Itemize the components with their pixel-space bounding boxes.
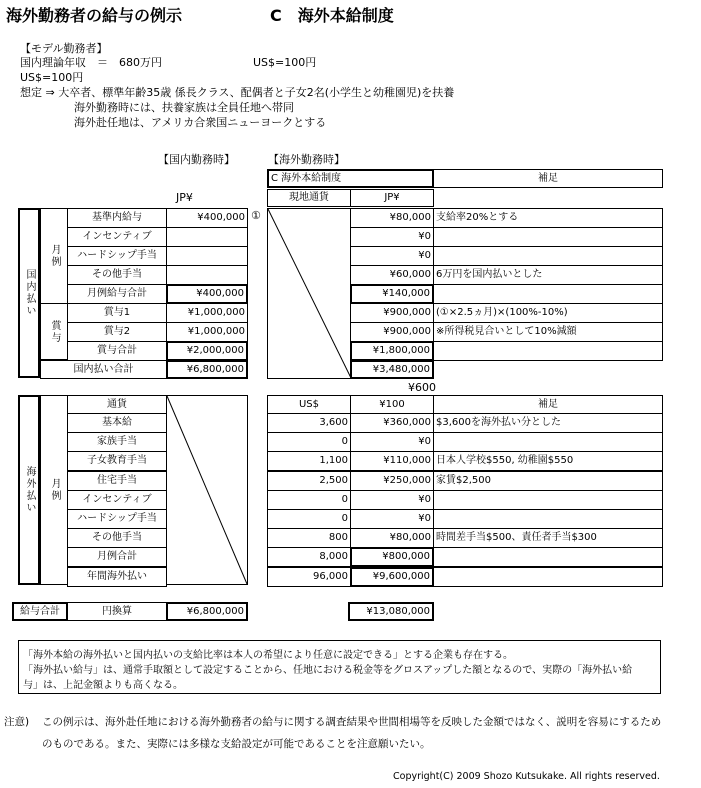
circle-marker: ① xyxy=(251,209,261,222)
overseas-row-note xyxy=(433,509,663,529)
model-rate-2: US$=100円 xyxy=(20,71,84,84)
model-heading: 【モデル勤務者】 xyxy=(20,42,108,55)
domestic-row-value: ¥400,000 xyxy=(166,284,248,304)
domestic-row-jpy: ¥80,000 xyxy=(350,208,434,228)
grand-total-domestic: ¥6,800,000 xyxy=(166,602,248,621)
overseas-row-jpy: ¥80,000 xyxy=(350,528,434,548)
overseas-side-label: 海外払い xyxy=(18,395,40,585)
overseas-row-usd: 0 xyxy=(267,432,351,452)
overseas-row-jpy: ¥250,000 xyxy=(350,471,434,491)
overseas-row-label: 年間海外払い xyxy=(67,567,167,587)
copyright: Copyright(C) 2009 Shozo Kutsukake. All rights reserved. xyxy=(393,771,660,782)
model-assume-2: 海外勤務時には、扶養家族は全員任地へ帯同 xyxy=(74,101,294,114)
overseas-usd-header: US$ xyxy=(267,395,351,414)
bonus-row-value: ¥1,000,000 xyxy=(166,303,248,323)
overseas-row-jpy: ¥0 xyxy=(350,432,434,452)
grand-total-overseas: ¥13,080,000 xyxy=(348,602,434,621)
overseas-row-label: その他手当 xyxy=(67,528,167,548)
overseas-monthly-label: 月例 xyxy=(40,395,68,585)
overseas-row-usd: 96,000 xyxy=(267,567,351,587)
info-box xyxy=(18,640,661,694)
domestic-total-value: ¥6,800,000 xyxy=(166,360,248,379)
overseas-row-label: 子女教育手当 xyxy=(67,451,167,471)
overseas-row-label: ハードシップ手当 xyxy=(67,509,167,529)
note-line-1: この例示は、海外赴任地における海外勤務者の給与に関する調査結果や世間相場等を反映した金額ではなく、説明を容易にするため xyxy=(42,716,662,728)
page-title: 海外勤務者の給与の例示 xyxy=(6,6,183,25)
note-line-2: のものである。また、実際には多様な支給設定が可能であることを注意願いたい。 xyxy=(42,738,431,750)
domestic-row-label: その他手当 xyxy=(67,265,167,285)
overseas-row-usd: 8,000 xyxy=(267,547,351,567)
domestic-row-label: ハードシップ手当 xyxy=(67,246,167,266)
overseas-header: 【海外勤務時】 xyxy=(268,153,345,166)
bonus-row-jpy: ¥900,000 xyxy=(350,322,434,342)
domestic-row-note: 6万円を国内払いとした xyxy=(433,265,663,285)
overseas-row-note xyxy=(433,432,663,452)
domestic-row-value xyxy=(166,246,248,266)
overseas-row-jpy: ¥800,000 xyxy=(350,547,434,567)
grand-total-label: 給与合計 xyxy=(12,602,68,621)
grand-total-sub: 円換算 xyxy=(67,602,167,621)
domestic-row-value xyxy=(166,227,248,247)
domestic-row-jpy: ¥0 xyxy=(350,227,434,247)
overseas-row-usd: 1,100 xyxy=(267,451,351,471)
domestic-row-jpy: ¥0 xyxy=(350,246,434,266)
overseas-row-jpy: ¥360,000 xyxy=(350,413,434,433)
domestic-local-blank xyxy=(267,208,351,379)
domestic-total-jpy: ¥3,480,000 xyxy=(350,360,434,379)
bonus-row-note: (①×2.5ヵ月)×(100%-10%) xyxy=(433,303,663,323)
overseas-row-note: $3,600を海外払い分とした xyxy=(433,413,663,433)
overseas-row-note xyxy=(433,490,663,510)
local-currency-header: 現地通貨 xyxy=(267,189,351,207)
domestic-row-value xyxy=(166,265,248,285)
info-line-2: 「海外払い給与」は、通常手取額として設定することから、任地における税金等をグロスアップした額となるので、実際の「海外払い給 xyxy=(23,665,633,676)
model-assume-1: 想定 ⇒ 大卒者、標準年齢35歳 係長クラス、配偶者と子女2名(小学生と幼稚園児)を扶養 xyxy=(20,86,455,99)
overseas-row-note xyxy=(433,567,663,587)
note-label: 注意) xyxy=(4,716,30,728)
overseas-row-usd: 800 xyxy=(267,528,351,548)
domestic-row-note xyxy=(433,227,663,247)
c-system-header: C 海外本給制度 xyxy=(267,169,434,188)
overseas-row-note: 家賃$2,500 xyxy=(433,471,663,491)
domestic-row-note xyxy=(433,246,663,266)
overseas-row-label: 家族手当 xyxy=(67,432,167,452)
bonus-total-jpy: ¥1,800,000 xyxy=(350,341,434,361)
domestic-row-label: 基準内給与 xyxy=(67,208,167,228)
separator-value: ¥600 xyxy=(408,381,436,394)
domestic-header: 【国内勤務時】 xyxy=(158,153,235,166)
jpy-header: JP¥ xyxy=(176,191,193,204)
domestic-row-label: 月例給与合計 xyxy=(67,284,167,304)
bonus-total-value: ¥2,000,000 xyxy=(166,341,248,361)
model-annual-income: 国内理論年収 ＝ 680万円 xyxy=(20,56,162,69)
overseas-row-usd: 0 xyxy=(267,490,351,510)
bonus-row-jpy: ¥900,000 xyxy=(350,303,434,323)
overseas-currency-header: 通貨 xyxy=(67,395,167,414)
model-rate: US$=100円 xyxy=(253,56,317,69)
bonus-row-note: ※所得税見合いとして10%減額 xyxy=(433,322,663,342)
overseas-row-usd: 2,500 xyxy=(267,471,351,491)
overseas-row-note: 日本人学校$550, 幼稚園$550 xyxy=(433,451,663,471)
overseas-row-jpy: ¥9,600,000 xyxy=(350,567,434,587)
overseas-rate-header: ¥100 xyxy=(350,395,434,414)
domestic-side-label: 国内払い xyxy=(18,208,40,378)
domestic-row-value: ¥400,000 xyxy=(166,208,248,228)
overseas-row-note xyxy=(433,547,663,567)
overseas-row-usd: 0 xyxy=(267,509,351,529)
bonus-row-value: ¥1,000,000 xyxy=(166,322,248,342)
page-subtitle: C 海外本給制度 xyxy=(270,6,394,25)
domestic-bonus-label: 賞与 xyxy=(40,303,68,360)
model-assume-3: 海外赴任地は、アメリカ合衆国ニューヨークとする xyxy=(74,116,327,129)
domestic-row-note: 支給率20%とする xyxy=(433,208,663,228)
jpy-header-2: JP¥ xyxy=(350,189,434,207)
overseas-note-header: 補足 xyxy=(433,395,663,414)
overseas-domestic-blank xyxy=(166,395,248,585)
overseas-row-label: インセンティブ xyxy=(67,490,167,510)
domestic-row-jpy: ¥60,000 xyxy=(350,265,434,285)
overseas-row-jpy: ¥0 xyxy=(350,490,434,510)
bonus-row-label: 賞与2 xyxy=(67,322,167,342)
hosoku-header: 補足 xyxy=(433,169,663,188)
overseas-row-note: 時間差手当$500、責任者手当$300 xyxy=(433,528,663,548)
domestic-row-note xyxy=(433,284,663,304)
domestic-row-jpy: ¥140,000 xyxy=(350,284,434,304)
domestic-row-label: インセンティブ xyxy=(67,227,167,247)
overseas-row-label: 住宅手当 xyxy=(67,471,167,491)
overseas-row-usd: 3,600 xyxy=(267,413,351,433)
bonus-total-note xyxy=(433,341,663,361)
overseas-row-label: 月例合計 xyxy=(67,547,167,567)
info-line-1: 「海外本給の海外払いと国内払いの支給比率は本人の希望により任意に設定できる」とする企業も存在する。 xyxy=(23,650,513,661)
domestic-monthly-label: 月例 xyxy=(40,208,68,304)
info-line-3: 与」は、上記金額よりも高くなる。 xyxy=(23,680,183,691)
overseas-row-label: 基本給 xyxy=(67,413,167,433)
overseas-row-jpy: ¥0 xyxy=(350,509,434,529)
overseas-row-jpy: ¥110,000 xyxy=(350,451,434,471)
domestic-total-label: 国内払い合計 xyxy=(40,360,167,379)
bonus-total-label: 賞与合計 xyxy=(67,341,167,361)
bonus-row-label: 賞与1 xyxy=(67,303,167,323)
